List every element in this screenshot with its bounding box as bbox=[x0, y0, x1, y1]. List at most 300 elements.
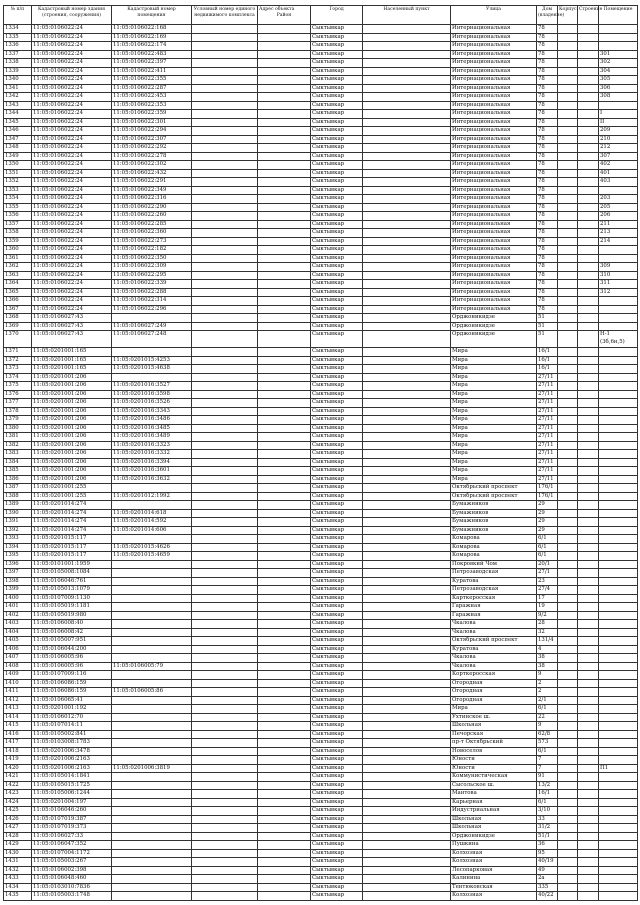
cell-settlement bbox=[363, 416, 451, 425]
cell-cond-number bbox=[192, 322, 258, 331]
cell-settlement bbox=[363, 67, 451, 76]
cell-city: Сыктывкар bbox=[311, 883, 363, 892]
cell-building bbox=[578, 305, 599, 314]
cell-city: Сыктывкар bbox=[311, 33, 363, 42]
cell-cad-building: 11:05:0106022:24 bbox=[32, 203, 112, 212]
cell-room bbox=[599, 637, 638, 646]
cell-cond-number bbox=[192, 824, 258, 833]
cell-house: 95 bbox=[537, 849, 558, 858]
cell-korpus bbox=[558, 280, 578, 289]
cell-settlement bbox=[363, 93, 451, 102]
cell-street: Петрозаводская bbox=[451, 569, 537, 578]
cell-street: Мира bbox=[451, 390, 537, 399]
cell-settlement bbox=[363, 356, 451, 365]
header-cad-room: Кадастровый номер помещения bbox=[112, 6, 192, 25]
cell-room bbox=[599, 501, 638, 510]
table-row bbox=[4, 152, 638, 161]
cell-city: Сыктывкар bbox=[311, 220, 363, 229]
cell-cad-building: 11:05:0106022:24 bbox=[32, 169, 112, 178]
cell-house: 27/11 bbox=[537, 373, 558, 382]
cell-settlement bbox=[363, 407, 451, 416]
cell-building bbox=[578, 747, 599, 756]
cell-room: I bbox=[599, 110, 638, 119]
cell-street: Интернациональная bbox=[451, 297, 537, 306]
cell-building bbox=[578, 42, 599, 51]
cell-korpus bbox=[558, 229, 578, 238]
cell-house: 78 bbox=[537, 144, 558, 153]
cell-settlement bbox=[363, 484, 451, 493]
cell-building bbox=[578, 662, 599, 671]
cell-cad-room: 11:05:0201016:3526 bbox=[112, 399, 192, 408]
cell-district bbox=[258, 518, 311, 527]
cell-building bbox=[578, 569, 599, 578]
table-row bbox=[4, 237, 638, 246]
cell-num: 1392 bbox=[4, 526, 32, 535]
cell-street: Октябрьский проспект bbox=[451, 637, 537, 646]
header-district: Район bbox=[276, 12, 292, 18]
cell-cond-number bbox=[192, 620, 258, 629]
cell-cad-building: 11:05:0106022:24 bbox=[32, 118, 112, 127]
cell-district bbox=[258, 33, 311, 42]
table-row bbox=[4, 620, 638, 629]
cell-korpus bbox=[558, 756, 578, 765]
table-row bbox=[4, 305, 638, 314]
cell-num: 1375 bbox=[4, 382, 32, 391]
cell-street: Интернациональная bbox=[451, 195, 537, 204]
cell-cond-number bbox=[192, 807, 258, 816]
cell-city: Сыктывкар bbox=[311, 458, 363, 467]
cell-city: Сыктывкар bbox=[311, 798, 363, 807]
cell-cond-number bbox=[192, 25, 258, 34]
cell-building bbox=[578, 76, 599, 85]
cell-district bbox=[258, 101, 311, 110]
cell-city: Сыктывкар bbox=[311, 407, 363, 416]
cell-city: Сыктывкар bbox=[311, 42, 363, 51]
cell-house: 29 bbox=[537, 518, 558, 527]
cell-building bbox=[578, 356, 599, 365]
cell-street: Мира bbox=[451, 416, 537, 425]
cell-cad-building: 11:05:0106022:24 bbox=[32, 110, 112, 119]
cell-room bbox=[599, 348, 638, 357]
cell-building bbox=[578, 161, 599, 170]
cell-num: 1400 bbox=[4, 594, 32, 603]
cell-room: 308 bbox=[599, 93, 638, 102]
cell-cad-room: 11:05:0201015:4253 bbox=[112, 356, 192, 365]
cell-building bbox=[578, 586, 599, 595]
cell-district bbox=[258, 195, 311, 204]
cell-settlement bbox=[363, 671, 451, 680]
cell-building bbox=[578, 858, 599, 867]
cell-korpus bbox=[558, 637, 578, 646]
cell-city: Сыктывкар bbox=[311, 492, 363, 501]
cell-city: Сыктывкар bbox=[311, 67, 363, 76]
cell-settlement bbox=[363, 390, 451, 399]
cell-num: 1365 bbox=[4, 288, 32, 297]
table-row bbox=[4, 271, 638, 280]
cell-num: 1415 bbox=[4, 722, 32, 731]
cell-cad-room: 11:05:0201015:4638 bbox=[112, 365, 192, 374]
cell-settlement bbox=[363, 577, 451, 586]
cell-korpus bbox=[558, 730, 578, 739]
cell-korpus bbox=[558, 297, 578, 306]
cell-city: Сыктывкар bbox=[311, 773, 363, 782]
table-row bbox=[4, 730, 638, 739]
cell-settlement bbox=[363, 288, 451, 297]
cell-cad-room: 11:05:0106022:295 bbox=[112, 271, 192, 280]
cell-cond-number bbox=[192, 254, 258, 263]
cell-building bbox=[578, 798, 599, 807]
cell-cad-building: 11:05:0201015:117 bbox=[32, 543, 112, 552]
cell-cad-room bbox=[112, 679, 192, 688]
cell-settlement bbox=[363, 254, 451, 263]
cell-building bbox=[578, 509, 599, 518]
table-row bbox=[4, 484, 638, 493]
cell-district bbox=[258, 203, 311, 212]
cell-building bbox=[578, 892, 599, 901]
table-row bbox=[4, 450, 638, 459]
cell-district bbox=[258, 535, 311, 544]
cell-street: Интернациональная bbox=[451, 229, 537, 238]
cell-settlement bbox=[363, 730, 451, 739]
cell-cad-room: 11:05:0106022:355 bbox=[112, 76, 192, 85]
cell-building bbox=[578, 739, 599, 748]
cell-district bbox=[258, 824, 311, 833]
cell-korpus bbox=[558, 220, 578, 229]
cell-cad-building: 11:05:0107009:1130 bbox=[32, 594, 112, 603]
cell-cad-room: 11:05:0106022:307 bbox=[112, 135, 192, 144]
cell-cond-number bbox=[192, 178, 258, 187]
cell-korpus bbox=[558, 781, 578, 790]
cell-street: Октябрьский проспект bbox=[451, 484, 537, 493]
cell-num: 1412 bbox=[4, 696, 32, 705]
cell-room bbox=[599, 314, 638, 323]
cell-building bbox=[578, 807, 599, 816]
cell-room bbox=[599, 696, 638, 705]
cell-district bbox=[258, 348, 311, 357]
cell-street: Бумажников bbox=[451, 509, 537, 518]
cell-cad-room bbox=[112, 756, 192, 765]
cell-room bbox=[599, 186, 638, 195]
cell-settlement bbox=[363, 807, 451, 816]
cell-street: пр-т Октябрьский bbox=[451, 739, 537, 748]
cell-cond-number bbox=[192, 263, 258, 272]
cell-cond-number bbox=[192, 59, 258, 68]
cell-street: Мира bbox=[451, 365, 537, 374]
header-row bbox=[4, 6, 638, 25]
cell-settlement bbox=[363, 492, 451, 501]
cell-building bbox=[578, 254, 599, 263]
cell-num: 1369 bbox=[4, 322, 32, 331]
cell-building bbox=[578, 263, 599, 272]
cell-room bbox=[599, 611, 638, 620]
cell-street: Бумажников bbox=[451, 526, 537, 535]
table-row bbox=[4, 535, 638, 544]
table-row bbox=[4, 798, 638, 807]
cell-building bbox=[578, 645, 599, 654]
cell-korpus bbox=[558, 450, 578, 459]
cell-num: 1416 bbox=[4, 730, 32, 739]
cell-korpus bbox=[558, 484, 578, 493]
table-row bbox=[4, 883, 638, 892]
cell-house: 4 bbox=[537, 645, 558, 654]
cell-house: 78 bbox=[537, 84, 558, 93]
cell-cad-building: 11:05:0106005:96 bbox=[32, 654, 112, 663]
cell-room bbox=[599, 824, 638, 833]
cell-cad-building: 11:05:0106022:24 bbox=[32, 135, 112, 144]
register-body bbox=[4, 25, 638, 901]
table-row bbox=[4, 390, 638, 399]
cell-cond-number bbox=[192, 866, 258, 875]
cell-cad-building: 11:05:0201001:206 bbox=[32, 433, 112, 442]
cell-house: 27/11 bbox=[537, 399, 558, 408]
cell-num: 1387 bbox=[4, 484, 32, 493]
cell-street: Юности bbox=[451, 756, 537, 765]
table-row bbox=[4, 671, 638, 680]
cell-street: Интернациональная bbox=[451, 25, 537, 34]
cell-house: 78 bbox=[537, 297, 558, 306]
cell-room: 312 bbox=[599, 288, 638, 297]
cell-num: 1396 bbox=[4, 560, 32, 569]
cell-house: 78 bbox=[537, 110, 558, 119]
cell-cad-room: 11:05:0106022:309 bbox=[112, 263, 192, 272]
cell-korpus bbox=[558, 824, 578, 833]
cell-num: 1431 bbox=[4, 858, 32, 867]
cell-building bbox=[578, 441, 599, 450]
cell-cond-number bbox=[192, 297, 258, 306]
cell-cond-number bbox=[192, 756, 258, 765]
cell-district bbox=[258, 467, 311, 476]
cell-city: Сыктывкар bbox=[311, 59, 363, 68]
cell-korpus bbox=[558, 144, 578, 153]
cell-settlement bbox=[363, 764, 451, 773]
cell-room bbox=[599, 594, 638, 603]
table-row bbox=[4, 76, 638, 85]
cell-korpus bbox=[558, 203, 578, 212]
cell-street: Орджоникидзе bbox=[451, 832, 537, 841]
cell-cad-room bbox=[112, 594, 192, 603]
cell-building bbox=[578, 535, 599, 544]
cell-cad-room bbox=[112, 314, 192, 323]
cell-street: Интернациональная bbox=[451, 178, 537, 187]
cell-cad-building: 11:05:0201001:206 bbox=[32, 450, 112, 459]
cell-room bbox=[599, 730, 638, 739]
cell-num: 1381 bbox=[4, 433, 32, 442]
cell-korpus bbox=[558, 586, 578, 595]
cell-cad-building: 11:05:0201001:165 bbox=[32, 348, 112, 357]
cell-cad-room bbox=[112, 841, 192, 850]
cell-cad-building: 11:05:0201001:206 bbox=[32, 416, 112, 425]
cell-house: 78 bbox=[537, 271, 558, 280]
cell-cond-number bbox=[192, 458, 258, 467]
cell-cad-building: 11:05:0106046:260 bbox=[32, 807, 112, 816]
cell-korpus bbox=[558, 815, 578, 824]
cell-street: Новоселов bbox=[451, 747, 537, 756]
cell-street: Карьерная bbox=[451, 798, 537, 807]
cell-district bbox=[258, 586, 311, 595]
cell-district bbox=[258, 254, 311, 263]
cell-district bbox=[258, 314, 311, 323]
cell-settlement bbox=[363, 271, 451, 280]
cell-cad-building: 11:05:0106022:24 bbox=[32, 161, 112, 170]
cell-cad-building: 11:05:0106008:42 bbox=[32, 628, 112, 637]
cell-num: 1347 bbox=[4, 135, 32, 144]
cell-street: Ухтинское ш. bbox=[451, 713, 537, 722]
cell-house: 16/1 bbox=[537, 790, 558, 799]
cell-cad-building: 11:05:0201001:192 bbox=[32, 705, 112, 714]
cell-building bbox=[578, 331, 599, 348]
cell-street: Интернациональная bbox=[451, 101, 537, 110]
cell-street: Гаражная bbox=[451, 611, 537, 620]
cell-district bbox=[258, 730, 311, 739]
cell-cad-building: 11:05:0106027:43 bbox=[32, 314, 112, 323]
cell-district bbox=[258, 705, 311, 714]
cell-cad-building: 11:05:0201001:165 bbox=[32, 356, 112, 365]
cell-settlement bbox=[363, 790, 451, 799]
cell-street: Печорская bbox=[451, 730, 537, 739]
cell-cad-building: 11:05:0106022:24 bbox=[32, 33, 112, 42]
cell-num: 1405 bbox=[4, 637, 32, 646]
cell-room bbox=[599, 807, 638, 816]
cell-num: 1382 bbox=[4, 441, 32, 450]
cell-korpus bbox=[558, 807, 578, 816]
cell-num: 1395 bbox=[4, 552, 32, 561]
cell-street: Огородная bbox=[451, 696, 537, 705]
cell-num: 1336 bbox=[4, 42, 32, 51]
cell-korpus bbox=[558, 501, 578, 510]
cell-district bbox=[258, 815, 311, 824]
cell-korpus bbox=[558, 679, 578, 688]
cell-num: 1362 bbox=[4, 263, 32, 272]
cell-cad-building: 11:05:0107019:373 bbox=[32, 824, 112, 833]
cell-cond-number bbox=[192, 169, 258, 178]
table-row bbox=[4, 467, 638, 476]
cell-korpus bbox=[558, 433, 578, 442]
cell-korpus bbox=[558, 509, 578, 518]
cell-district bbox=[258, 76, 311, 85]
cell-settlement bbox=[363, 229, 451, 238]
cell-house: 40/19 bbox=[537, 858, 558, 867]
cell-num: 1354 bbox=[4, 195, 32, 204]
cell-cond-number bbox=[192, 373, 258, 382]
cell-korpus bbox=[558, 475, 578, 484]
cell-street: Мира bbox=[451, 450, 537, 459]
cell-cad-building: 11:05:0105006:1244 bbox=[32, 790, 112, 799]
cell-city: Сыктывкар bbox=[311, 543, 363, 552]
cell-district bbox=[258, 144, 311, 153]
cell-city: Сыктывкар bbox=[311, 169, 363, 178]
cell-settlement bbox=[363, 781, 451, 790]
cell-room: 310 bbox=[599, 271, 638, 280]
cell-building bbox=[578, 212, 599, 221]
cell-district bbox=[258, 654, 311, 663]
cell-district bbox=[258, 866, 311, 875]
cell-house: 36 bbox=[537, 841, 558, 850]
cell-cond-number bbox=[192, 535, 258, 544]
cell-district bbox=[258, 543, 311, 552]
cell-num: 1427 bbox=[4, 824, 32, 833]
cell-settlement bbox=[363, 220, 451, 229]
cell-house: 78 bbox=[537, 93, 558, 102]
cell-cad-room bbox=[112, 637, 192, 646]
cell-street: Интернациональная bbox=[451, 42, 537, 51]
cell-building bbox=[578, 195, 599, 204]
cell-house: 16/1 bbox=[537, 365, 558, 374]
cell-cad-building: 11:05:0201006:2163 bbox=[32, 756, 112, 765]
cell-settlement bbox=[363, 569, 451, 578]
table-row bbox=[4, 688, 638, 697]
cell-city: Сыктывкар bbox=[311, 577, 363, 586]
cell-cad-building: 11:05:0201001:206 bbox=[32, 467, 112, 476]
cell-district bbox=[258, 849, 311, 858]
cell-district bbox=[258, 875, 311, 884]
cell-street: Чкалова bbox=[451, 662, 537, 671]
cell-room bbox=[599, 679, 638, 688]
cell-cad-room bbox=[112, 866, 192, 875]
cell-city: Сыктывкар bbox=[311, 297, 363, 306]
cell-house: 131/4 bbox=[537, 637, 558, 646]
cell-city: Сыктывкар bbox=[311, 322, 363, 331]
cell-house: 2а bbox=[537, 875, 558, 884]
table-row bbox=[4, 645, 638, 654]
cell-district bbox=[258, 841, 311, 850]
cell-cad-building: 11:05:0201014:274 bbox=[32, 501, 112, 510]
cell-house: 6/1 bbox=[537, 705, 558, 714]
cell-house: 51/1 bbox=[537, 832, 558, 841]
cell-cad-building: 11:05:0106022:24 bbox=[32, 186, 112, 195]
cell-building bbox=[578, 552, 599, 561]
cell-cad-building: 11:05:0106022:24 bbox=[32, 101, 112, 110]
cell-cad-room bbox=[112, 739, 192, 748]
cell-room bbox=[599, 535, 638, 544]
cell-cond-number bbox=[192, 84, 258, 93]
cell-room bbox=[599, 603, 638, 612]
cell-street: Интернациональная bbox=[451, 84, 537, 93]
cell-city: Сыктывкар bbox=[311, 382, 363, 391]
cell-cad-building: 11:05:0106022:24 bbox=[32, 254, 112, 263]
cell-korpus bbox=[558, 76, 578, 85]
cell-city: Сыктывкар bbox=[311, 611, 363, 620]
cell-building bbox=[578, 220, 599, 229]
cell-korpus bbox=[558, 688, 578, 697]
cell-cond-number bbox=[192, 637, 258, 646]
cell-building bbox=[578, 110, 599, 119]
cell-city: Сыктывкар bbox=[311, 433, 363, 442]
cell-num: 1348 bbox=[4, 144, 32, 153]
cell-korpus bbox=[558, 535, 578, 544]
cell-korpus bbox=[558, 467, 578, 476]
cell-street: Куратова bbox=[451, 577, 537, 586]
cell-room: 209 bbox=[599, 127, 638, 136]
cell-korpus bbox=[558, 348, 578, 357]
cell-house: 78 bbox=[537, 220, 558, 229]
cell-room bbox=[599, 713, 638, 722]
cell-city: Сыктывкар bbox=[311, 203, 363, 212]
cell-city: Сыктывкар bbox=[311, 441, 363, 450]
cell-cad-room: 11:05:0106022:294 bbox=[112, 127, 192, 136]
cell-street: Интернациональная bbox=[451, 127, 537, 136]
cell-room bbox=[599, 407, 638, 416]
cell-cad-building: 11:05:0201001:206 bbox=[32, 441, 112, 450]
cell-city: Сыктывкар bbox=[311, 144, 363, 153]
cell-building bbox=[578, 59, 599, 68]
cell-room bbox=[599, 450, 638, 459]
cell-building bbox=[578, 144, 599, 153]
cell-room bbox=[599, 424, 638, 433]
cell-settlement bbox=[363, 552, 451, 561]
cell-cad-room bbox=[112, 373, 192, 382]
cell-district bbox=[258, 271, 311, 280]
cell-room bbox=[599, 781, 638, 790]
